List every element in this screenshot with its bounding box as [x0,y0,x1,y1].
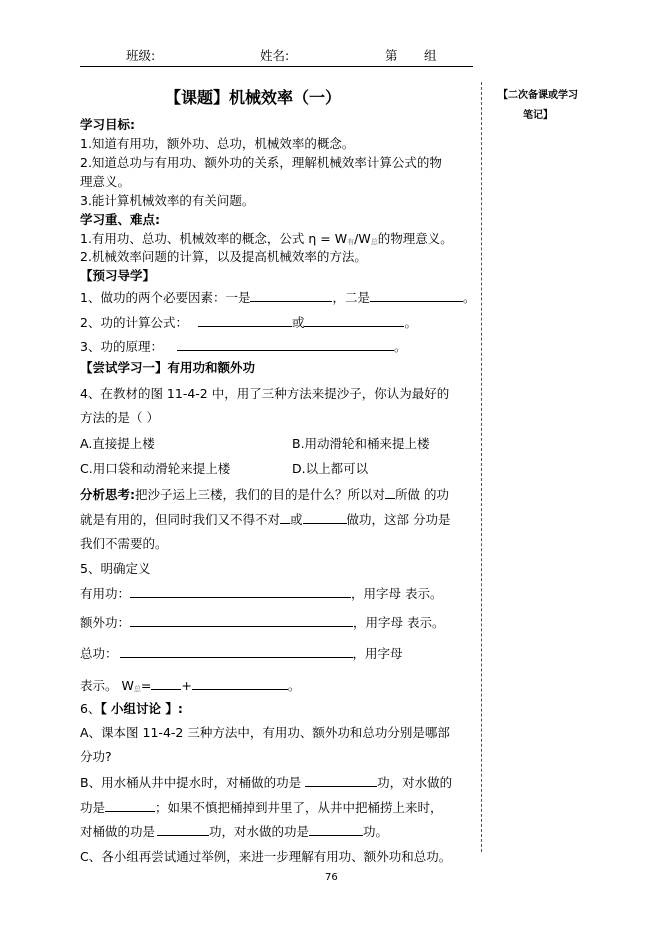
q6-a-line1: A、课本图 11-4-2 三种方法中，有用功、额外功和总功分别是哪部 [80,725,450,740]
total-tail: ，用字母 [352,646,403,661]
analysis-line2-c: 做功，这部 分功是 [346,512,451,527]
q6-b-line2-a: 功是 [80,800,106,815]
relation-a: 表示。 W [80,678,134,693]
preview-q1-b: ，二是 [332,290,370,305]
blank-extra-def[interactable] [130,613,353,627]
section1-heading: 【尝试学习一】有用功和额外功 [80,360,256,375]
blank-useful-object[interactable] [385,485,395,499]
preview-q3 [80,337,406,355]
extra-label: 额外功： [80,615,131,630]
page-title: 【课题】机械效率（一） [165,88,342,107]
goal-item-2: 2.知道总功与有用功、额外功的关系，理解机械效率计算公式的物 [80,155,442,170]
q6-heading-title: 【 小组讨论 】: [100,701,183,716]
q6-b-line1 [80,773,452,791]
preview-q3-b: 。 [393,339,407,354]
q6-b-line2-b: ；如果不慎把桶掉到井里了，从井中把桶捞上来时， [155,800,443,815]
extra-tail: ，用字母 表示。 [353,615,445,630]
blank-relation-2[interactable] [192,676,288,690]
keypoint-item-1-b: /W [354,231,371,246]
q6-b-line3-a: 对桶做的功是 [80,824,156,839]
q6-c-line1: C、各小组再尝试通过举例，来进一步理解有用功、额外功和总功。 [80,849,452,864]
q6-b-line3-c: 功。 [363,824,389,839]
q5-total [80,644,403,662]
analysis-line2-b: 或 [290,512,303,527]
preview-q1 [80,288,476,306]
option-d[interactable]: D.以上都可以 [292,461,369,476]
preview-q1-c: 。 [462,290,476,305]
goal-item-2-cont: 理意义。 [80,174,131,189]
class-label: 班级: [126,48,156,63]
keypoint-item-1-a: 1.有用功、总功、机械效率的概念，公式 η = W [80,231,348,246]
analysis-line2-a: 就是有用的，但同时我们又不得不对 [80,512,281,527]
keypoint-item-2: 2.机械效率问题的计算，以及提高机械效率的方法。 [80,249,367,264]
blank-total-def[interactable] [120,644,353,658]
q4-line2: 方法的是（ ） [80,410,159,425]
sub-zong: 总 [370,238,378,246]
blank-useful-def[interactable] [130,584,351,598]
q6-heading [80,699,183,717]
q6-b-line3 [80,822,388,840]
analysis-line3: 我们不需要的。 [80,536,168,551]
option-c[interactable]: C.用口袋和动滑轮来提上楼 [80,461,231,476]
q5-useful [80,584,443,602]
analysis-line1 [80,485,449,503]
blank-bucket-work[interactable] [305,773,377,787]
q4-line1: 4、在教材的图 11-4-2 中，用了三种方法来提沙子，你认为最好的 [80,386,450,401]
preview-q3-a: 3、功的原理： [80,339,163,354]
blank-water-work[interactable] [105,798,155,812]
q5-extra [80,613,445,631]
relation-d: 。 [287,678,301,693]
analysis-line1-a: 把沙子运上三楼，我们的目的是什么？所以对 [135,487,386,502]
q6-b-line1-b: 功，对水做的 [377,775,453,790]
q6-b-line2 [80,798,443,816]
blank-extra-object-2[interactable] [303,510,347,524]
analysis-label: 分析思考: [80,487,135,502]
blank-principle[interactable] [177,337,394,351]
q5-heading: 5、明确定义 [80,561,151,576]
sub-you: 有 [347,238,355,246]
q6-b-line3-b: 功，对水做的功是 [209,824,310,839]
zu-label: 组 [424,48,437,63]
q5-relation [80,676,300,694]
side-divider [481,82,482,852]
blank-extra-object-1[interactable] [280,510,290,524]
sub-total: 总 [133,685,141,693]
q6-heading-num: 6、 [80,701,101,716]
q6-b-line1-a: B、用水桶从井中提水时，对桶做的功是 [80,775,302,790]
side-note-line1: 【二次备课或学习 [498,90,578,101]
keypoint-item-1 [80,229,453,247]
blank-formula-1[interactable] [198,313,292,327]
blank-bucket-work-2[interactable] [157,822,209,836]
goal-item-1: 1.知道有用功，额外功、总功，机械效率的概念。 [80,136,355,151]
blank-formula-2[interactable] [304,313,404,327]
preview-q2-a: 2、功的计算公式： [80,315,188,330]
name-label: 姓名: [260,48,290,63]
di-label: 第 [385,48,398,63]
page-number: 76 [325,872,338,883]
blank-relation-1[interactable] [151,676,181,690]
preview-q2-b: 或 [291,315,305,330]
preview-q2-c: 。 [404,315,417,330]
analysis-line2 [80,510,451,528]
preview-q1-a: 1、做功的两个必要因素：一是 [80,290,251,305]
preview-heading: 【预习导学】 [80,268,156,283]
preview-q2 [80,313,417,331]
header-rule [80,66,473,67]
goals-heading: 学习目标: [80,117,135,132]
blank-factor-1[interactable] [250,288,332,302]
analysis-line1-b: 所做 的功 [395,487,449,502]
relation-b: = [140,678,152,693]
useful-tail: ，用字母 表示。 [351,586,443,601]
relation-c: + [181,678,192,693]
q6-a-line2: 分功? [80,749,112,764]
option-b[interactable]: B.用动滑轮和桶来提上楼 [292,436,430,451]
blank-water-work-2[interactable] [309,822,363,836]
option-a[interactable]: A.直接提上楼 [80,436,155,451]
blank-factor-2[interactable] [370,288,463,302]
keypoints-heading: 学习重、难点: [80,212,160,227]
side-note-line2: 笔记】 [523,110,553,121]
total-label: 总功： [80,646,118,661]
goal-item-3: 3.能计算机械效率的有关问题。 [80,193,255,208]
keypoint-item-1-c: 的物理意义。 [377,231,453,246]
useful-label: 有用功： [80,586,131,601]
